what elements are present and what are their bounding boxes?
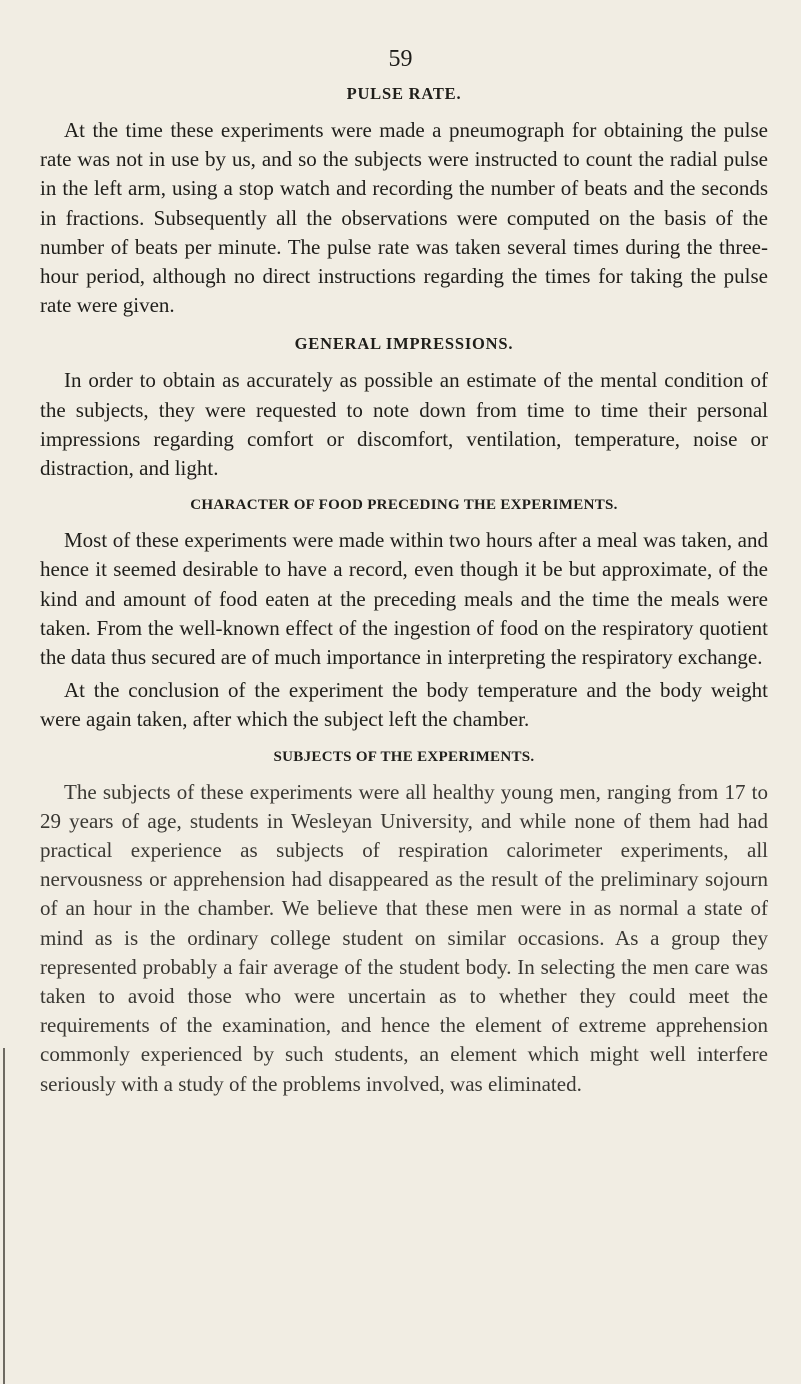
paragraph: At the conclusion of the experiment the body temperature and the body weight were again taken, after which the subject left the chamber. xyxy=(40,678,768,732)
section-heading: CHARACTER OF FOOD PRECEDING THE EXPERIMENTS. xyxy=(190,497,618,514)
section-general-impressions xyxy=(40,334,768,483)
page-number: 59 xyxy=(388,46,413,72)
page-edge-shadow xyxy=(3,1048,5,1384)
section-subjects xyxy=(40,749,768,1099)
paragraph: The subjects of these experiments were all healthy young men, ranging from 17 to 29 years of age, students in Wesleyan University, and while none of them had had practical experience as subjects of respiration calorimeter experiments, all nervousness or apprehension had disappeared as the result of the preliminary sojourn of an hour in the chamber. We believe that these men were in as normal a state of mind as is the ordinary college student on similar occasions. As a group they represented probably a fair average of the student body. In selecting the men care was taken to avoid those who were uncertain as to whether they could meet the requirements of the examination, and hence the element of extreme apprehension commonly experienced by such students, an element which might well interfere seriously with a study of the problems involved, was eliminated. xyxy=(40,779,768,1096)
section-heading: GENERAL IMPRESSIONS. xyxy=(294,334,514,354)
page-body xyxy=(40,84,768,1110)
section-heading: PULSE RATE. xyxy=(346,84,462,103)
paragraph: Most of these experiments were made within two hours after a meal was taken, and hence it seemed desirable to have a record, even though it be but approximate, of the kind and amount of food eaten at the preceding meals and the time the meals were taken. From the well-known effect of the ingestion of food on the respiratory quotient the data thus secured are of much importance in interpreting the respiratory exchange. xyxy=(40,528,768,670)
section-character-of-food xyxy=(40,497,768,734)
section-pulse-rate xyxy=(40,84,768,320)
paragraph: In order to obtain as accurately as possible an estimate of the mental condition of the subjects, they were requested to note down from time to time their personal impressions regarding comfort or discomfort, ventilation, temperature, noise or distraction, and light. xyxy=(40,368,768,481)
section-heading: SUBJECTS OF THE EXPERIMENTS. xyxy=(273,748,535,765)
paragraph: At the time these experiments were made a pneumograph for obtaining the pulse rate was not in use by us, and so the subjects were instructed to count the radial pulse in the left arm, using a stop watch and recording the number of beats and the seconds in fractions. Subsequently all the observations were computed on the basis of the number of beats per minute. The pulse rate was taken several times during the three-hour period, although no direct instructions regarding the times for taking the pulse rate were given. xyxy=(40,118,768,318)
